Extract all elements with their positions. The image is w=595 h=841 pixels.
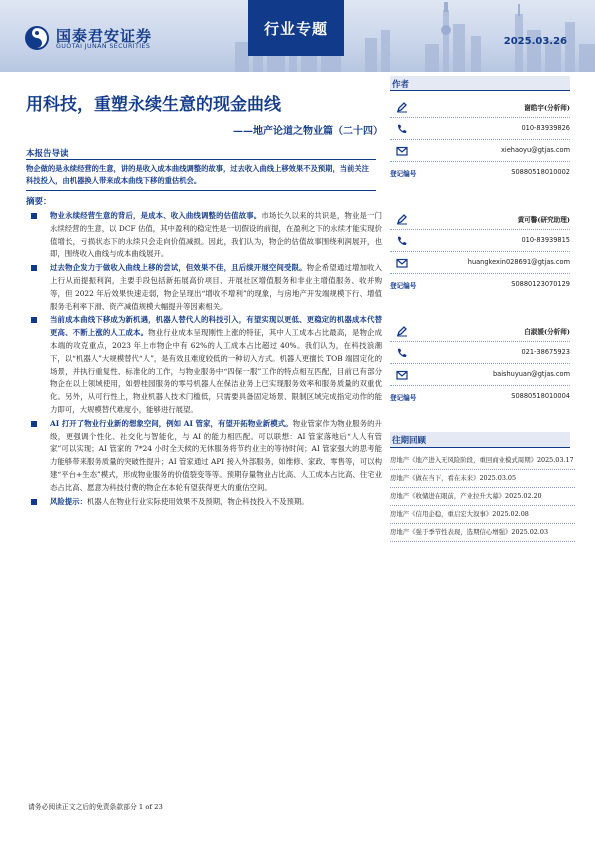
bullet-square-icon — [31, 421, 37, 427]
page-footer: 请务必阅读正文之后的免责条款部分 1 of 23 — [28, 803, 163, 811]
author-card — [390, 323, 570, 413]
author-phone: 021-38675923 — [521, 348, 570, 356]
row-divider — [390, 385, 570, 386]
author-email-row — [390, 257, 570, 271]
report-subtitle: ——地产论道之物业篇（二十四） — [233, 126, 383, 137]
bullet-lead: AI 打开了物业行业新的想象空间，例如 AI 管家，有望开拓物业新模式。 — [50, 418, 293, 428]
report-title: 用科技，重塑永续生意的现金曲线 — [26, 95, 281, 115]
bullet-lead: 过去物企发力于做收入曲线上移的尝试，但效果不佳，且后续开展空间受限。 — [50, 263, 307, 273]
bullet-square-icon — [31, 499, 37, 505]
logo-mark-icon — [24, 25, 50, 51]
company-logo — [24, 24, 194, 52]
row-divider — [390, 363, 570, 364]
author-email[interactable]: huangkexin028691@gtjas.com — [467, 258, 570, 266]
row-divider — [390, 229, 570, 230]
author-card — [390, 99, 570, 189]
bullet-body: 物业管家作为物业服务的升级，更强调个性化、社交化与智能化，与 AI 的能力相匹配。可以联想：AI 管家落地后“人人有管家”可以实现；AI 管家的 7*24 小时全天候的无休服务将节约业主的等待时间；AI 管家强大的思考能力能够带来服务质量的突破性提升；AI 管家通过 API 接入外部服务，如维修、家政、零售等，可以构建“平台+生态”模式，形成物业服务的价值裂变等等。预期存量物业占比高、人工成本占比高、住宅业态占比高、愿意为科技付费的物企在本轮有望获得更大的重估空间。 — [50, 418, 382, 492]
author-name-row — [390, 213, 570, 227]
summary-bullet — [26, 210, 382, 261]
summary-bullet — [26, 496, 382, 509]
author-name-row — [390, 325, 570, 339]
recent-report-item[interactable]: 房地产《地产进入无风险阶段，重回商业模式周期》2025.03.17 — [390, 452, 575, 470]
bullet-lead: 风险提示： — [50, 496, 87, 506]
pen-icon — [396, 213, 408, 225]
bullet-body: 物业行业成本呈现刚性上涨的特征，其中人工成本占比最高，是物企成本端的攻克重点，2023 年上市物企中有 62%的人工成本占比超过 40%。我们认为，在科技浪潮下，以“机器人”大规模替代“人”，是有效且难度较低的一种切入方式。机器人更擅长 TOB 端固定化的场景，并执行重复性、标准化的工作，与物业服务中“四保一服”工作的特点相互匹配，目前已有部分物企在以上领域使用，如碧桂园服务的零号机器人在保洁业务上已实现服务效率和服务质量的双重优化。另外，从可行性上，物业机器人技术门槛低，只需要具备固定场景、限制区域完成指定动作的能力即可，大规模替代难度小，能够进行展望。 — [50, 328, 382, 414]
author-phone: 010-83939815 — [521, 236, 570, 244]
row-divider — [390, 139, 570, 140]
author-reg-row — [390, 279, 570, 293]
recent-report-item[interactable]: 房地产《收储进在眼前，产业拉升大幕》2025.02.20 — [390, 488, 575, 506]
author-card — [390, 211, 570, 301]
phone-icon — [396, 347, 408, 359]
bullet-lead: 物业永续经营生意的背后，是成本、收入曲线调整的估值故事。 — [50, 211, 262, 220]
summary-bullet — [26, 314, 382, 416]
report-date: 2025.03.26 — [503, 36, 567, 47]
author-phone-row — [390, 123, 570, 137]
row-divider — [390, 161, 570, 162]
row-divider — [390, 251, 570, 252]
recent-reports-list — [390, 452, 575, 542]
author-reg-number: S0880518010002 — [511, 168, 570, 176]
bullet-square-icon — [31, 265, 37, 271]
pen-icon — [396, 325, 408, 337]
author-email[interactable]: xiehaoyu@gtjas.com — [501, 146, 570, 154]
author-phone-row — [390, 347, 570, 361]
author-phone: 010-83939826 — [521, 124, 570, 132]
guide-text: 物企做的是永续经营的生意，讲的是收入成本曲线调整的故事，过去收入曲线上移效果不及预期，当前关注科技投入，由机器换人带来成本曲线下移的重估机会。 — [26, 164, 369, 185]
authors-heading: 作者 — [390, 76, 570, 91]
author-reg-row — [390, 391, 570, 405]
author-email[interactable]: baishuyuan@gtjas.com — [492, 370, 570, 378]
logo-english-text: GUOTAI JUNAN SECURITIES — [56, 43, 151, 50]
author-reg-number: S0880123070129 — [511, 280, 570, 288]
pen-icon — [396, 101, 408, 113]
row-divider — [390, 341, 570, 342]
email-icon — [396, 145, 408, 157]
summary-bullets — [26, 210, 382, 509]
recent-report-item[interactable]: 房地产《信用企稳，重启宏大叙事》2025.02.08 — [390, 506, 575, 524]
summary-bullet — [26, 262, 382, 313]
bullet-body: 市场长久以来的共识是，物业是一门永续经营的生意，以 DCF 估值，其中盈利的稳定性是一切假设的前提，在盈利之下的永续才能实现价值增长，亏损状态下的永续只会走向价值减损。因此，我们认为，物企的估值故事围绕利润展开，也即，围绕收入曲线与成本曲线展开。 — [50, 211, 382, 259]
summary-divider — [26, 190, 376, 191]
summary-bullet — [26, 418, 382, 495]
bullet-body: 物企希望通过增加收入上行从而提振利润，主要手段包括新拓展高价项目、开展社区增值服务和非业主增值服务、收并购等，但 2022 年后效果快速走弱，物企呈现出“增收不增利”的现象，与房地产开发端规模下行、增值服务毛利率下滑、资产减值规模大幅提升等因素相关。 — [50, 263, 382, 311]
phone-icon — [396, 235, 408, 247]
reg-label: 登记编号 — [390, 394, 417, 402]
email-icon — [396, 257, 408, 269]
recent-report-item[interactable]: 房地产《做在当下，看在未来》2025.03.05 — [390, 470, 575, 488]
bullet-square-icon — [31, 213, 37, 219]
author-name-row — [390, 101, 570, 115]
author-phone-row — [390, 235, 570, 249]
bullet-lead: 当前成本曲线下移成为新机遇，机器人替代人的科技引入，有望实现以更低、更稳定的机器成本代替更高、不断上涨的人工成本。 — [50, 315, 382, 338]
report-type-badge: 行业专题 — [248, 0, 344, 56]
author-name: 白淑媛(分析师) — [524, 328, 570, 336]
bullet-body: 机器人在物业行业实际使用效果不及预期，物企科技投入不及预期。 — [86, 496, 309, 506]
reg-label: 登记编号 — [390, 170, 417, 178]
author-name: 黄可馨(研究助理) — [517, 216, 570, 224]
author-name: 谢皓宇(分析师) — [524, 104, 570, 112]
bullet-square-icon — [31, 317, 37, 323]
phone-icon — [396, 123, 408, 135]
email-icon — [396, 369, 408, 381]
author-reg-number: S0880518010004 — [511, 392, 570, 400]
guide-label: 本报告导读 — [26, 149, 69, 159]
author-reg-row — [390, 167, 570, 181]
report-header — [0, 0, 595, 72]
author-email-row — [390, 145, 570, 159]
authors-panel — [390, 76, 570, 413]
row-divider — [390, 273, 570, 274]
author-email-row — [390, 369, 570, 383]
guide-divider — [26, 159, 376, 160]
row-divider — [390, 117, 570, 118]
recent-reports-heading: 往期回顾 — [390, 432, 570, 448]
reg-label: 登记编号 — [390, 282, 417, 290]
recent-report-item[interactable]: 房地产《强于季节性表现，选期信心增强》2025.02.03 — [390, 524, 575, 542]
logo-chinese-text: 国泰君安证券 — [56, 27, 153, 45]
summary-label: 摘要： — [26, 197, 52, 207]
